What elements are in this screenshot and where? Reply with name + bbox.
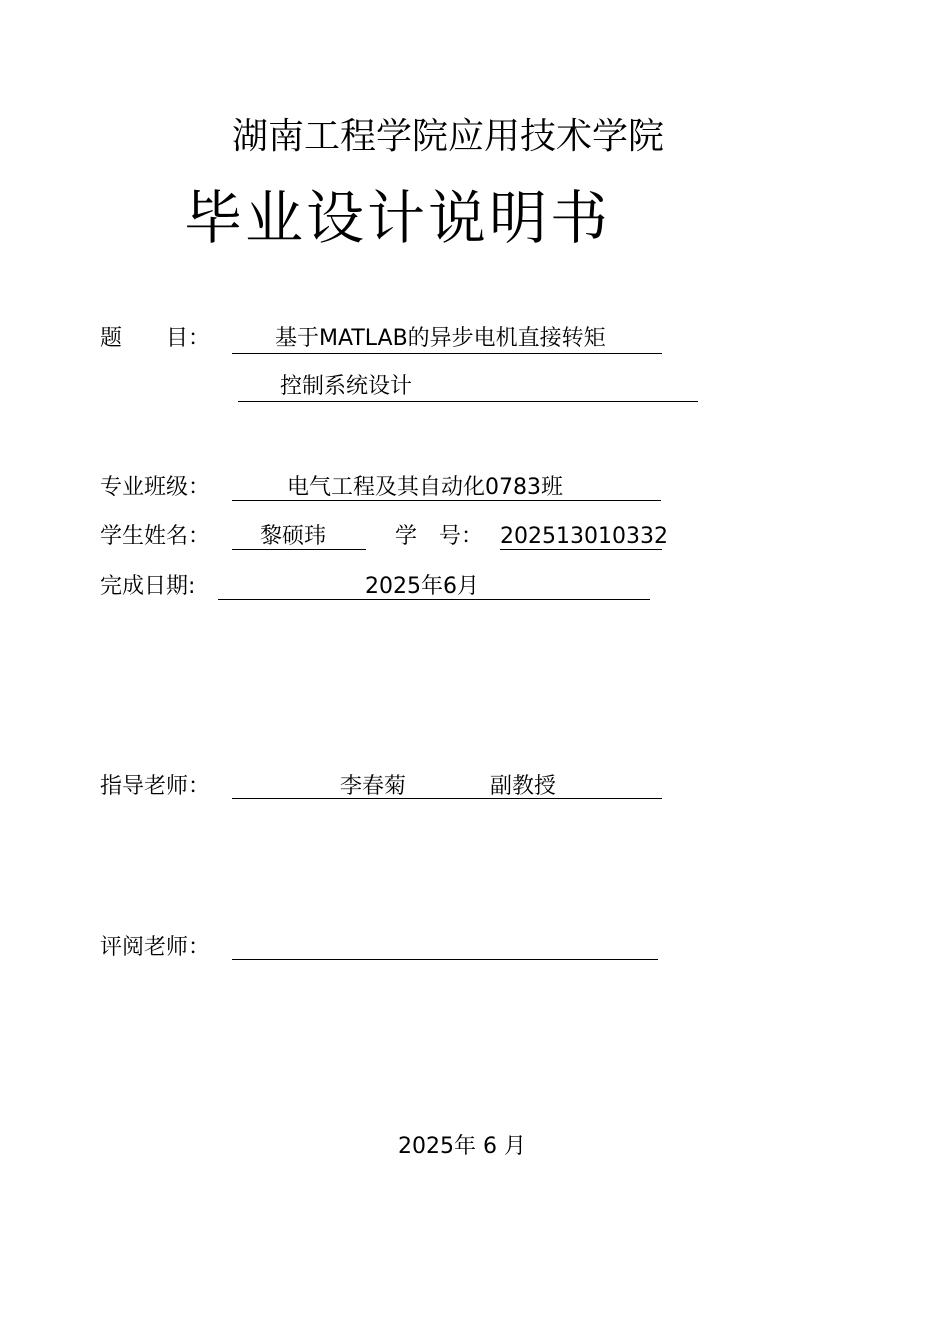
student-id-underline <box>500 549 662 550</box>
class-underline <box>232 500 661 501</box>
topic-underline-2 <box>238 401 698 402</box>
advisor-label: 指导老师： <box>100 774 211 799</box>
class-label: 专业班级： <box>100 475 211 500</box>
school-name: 湖南工程学院应用技术学院 <box>232 116 665 157</box>
document-title: 毕业设计说明书 <box>184 184 612 252</box>
advisor-name: 李春菊 <box>340 774 407 799</box>
completion-date-label: 完成日期: <box>100 574 196 599</box>
completion-date-value: 2025年6月 <box>365 574 479 599</box>
student-id-label: 学 号： <box>395 524 484 549</box>
completion-date-underline <box>218 599 650 600</box>
topic-value-line1: 基于MATLAB的异步电机直接转矩 <box>275 326 606 351</box>
student-name-value: 黎硕玮 <box>260 524 327 549</box>
student-name-label: 学生姓名： <box>100 524 211 549</box>
class-value: 电气工程及其自动化0783班 <box>287 475 563 500</box>
topic-underline-1 <box>232 353 662 354</box>
reviewer-label: 评阅老师： <box>100 935 211 960</box>
topic-value-line2: 控制系统设计 <box>280 374 413 399</box>
student-name-underline <box>232 549 366 550</box>
student-id-value: 202513010332 <box>500 524 668 549</box>
advisor-title: 副教授 <box>490 774 557 799</box>
advisor-underline <box>232 798 662 799</box>
footer-date: 2025年 6 月 <box>398 1134 526 1159</box>
reviewer-underline <box>232 959 658 960</box>
topic-label: 题 目： <box>100 326 211 351</box>
